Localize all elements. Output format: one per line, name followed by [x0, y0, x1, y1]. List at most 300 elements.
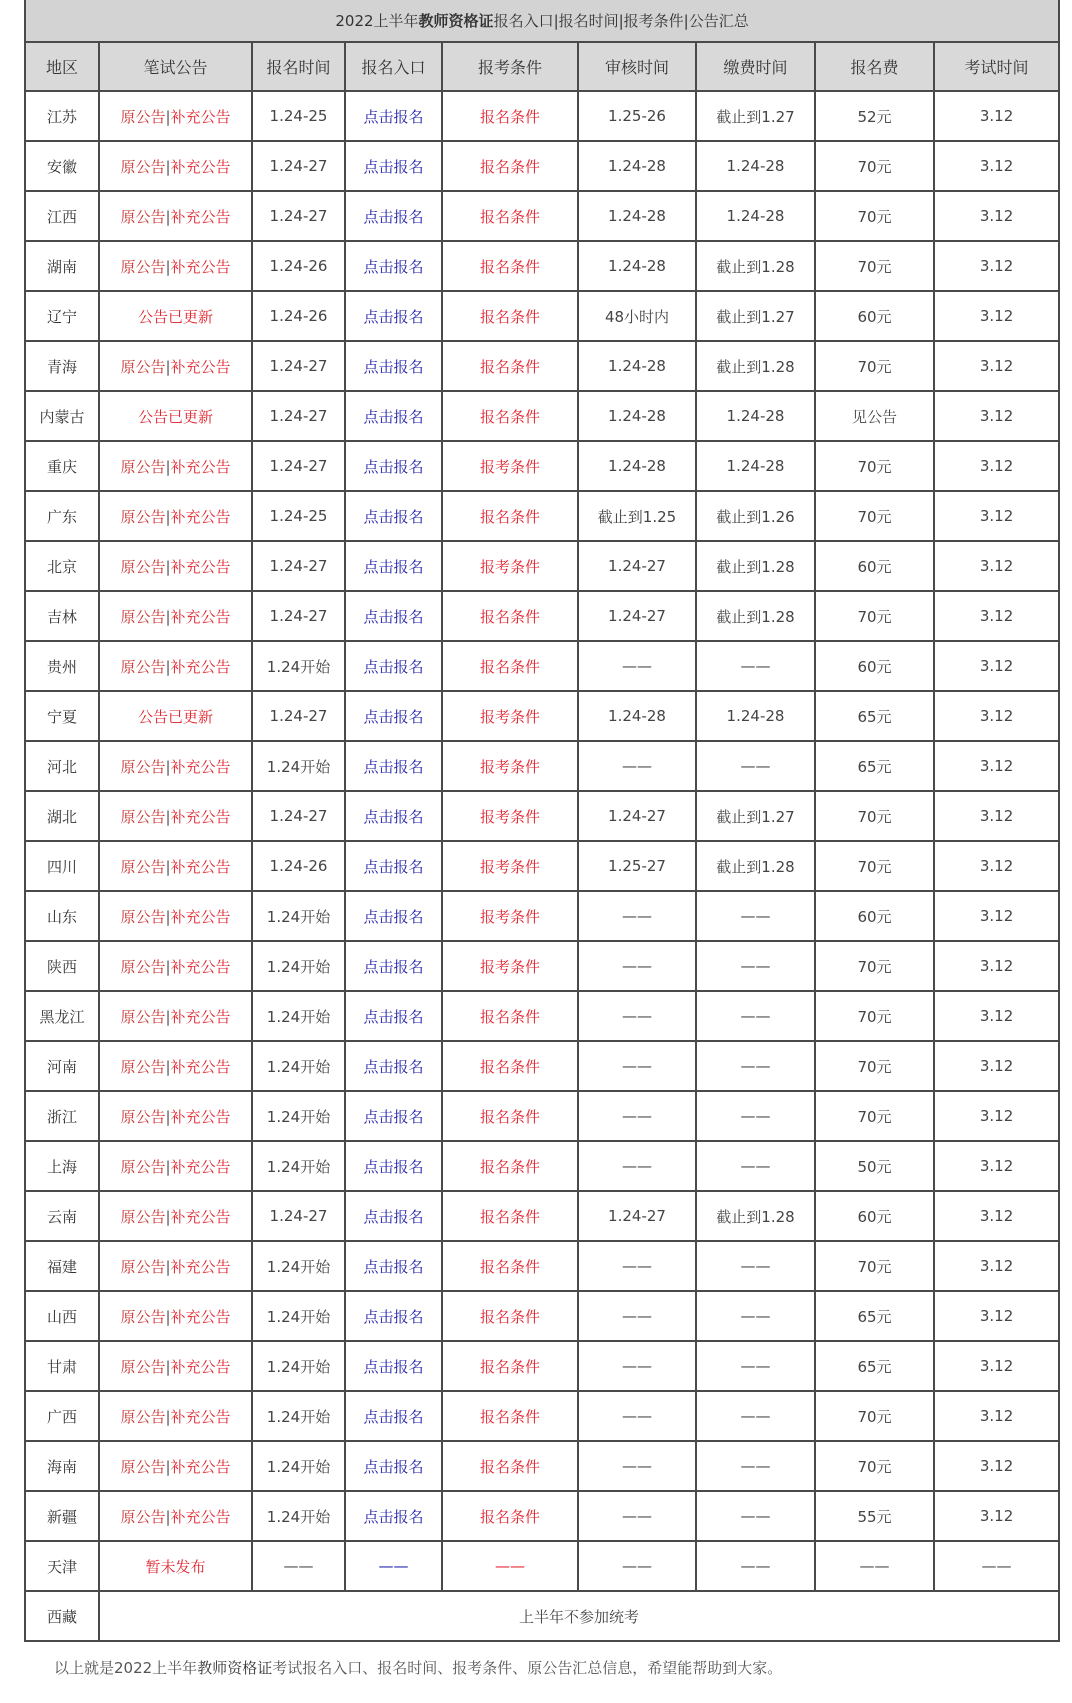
separator: | [165, 957, 171, 976]
original-notice-link[interactable]: 原公告 [120, 1257, 166, 1276]
exam-time-cell: 3.12 [934, 841, 1059, 891]
original-notice-link[interactable]: 原公告 [120, 1007, 166, 1026]
fee-cell: 55元 [815, 1491, 934, 1541]
register-link[interactable]: 点击报名 [345, 1191, 442, 1241]
payment-time-cell: —— [696, 941, 815, 991]
table-row [25, 841, 1059, 891]
supplementary-notice-link[interactable]: 补充公告 [170, 557, 231, 576]
register-link[interactable]: 点击报名 [345, 1291, 442, 1341]
table-row [25, 241, 1059, 291]
exam-time-cell: 3.12 [934, 941, 1059, 991]
separator: | [165, 107, 171, 126]
separator: | [165, 607, 171, 626]
condition-link[interactable]: 报考条件 [442, 791, 578, 841]
payment-time-cell: 截止到1.28 [696, 591, 815, 641]
exam-time-cell: 3.12 [934, 491, 1059, 541]
review-time-cell: —— [578, 1541, 696, 1591]
supplementary-notice-link[interactable]: 补充公告 [170, 1007, 231, 1026]
table-row [25, 291, 1059, 341]
separator: | [165, 1507, 171, 1526]
table-row [25, 1141, 1059, 1191]
register-link[interactable]: 点击报名 [345, 891, 442, 941]
condition-link[interactable]: 报名条件 [442, 191, 578, 241]
review-time-cell: —— [578, 1341, 696, 1391]
region-cell: 辽宁 [25, 291, 99, 341]
register-link[interactable]: 点击报名 [345, 1341, 442, 1391]
register-link[interactable]: 点击报名 [345, 941, 442, 991]
original-notice-link[interactable]: 原公告 [120, 107, 166, 126]
region-cell: 海南 [25, 1441, 99, 1491]
review-time-cell: 1.24-28 [578, 391, 696, 441]
region-cell: 福建 [25, 1241, 99, 1291]
original-notice-link[interactable]: 原公告 [120, 657, 166, 676]
payment-time-cell: —— [696, 1441, 815, 1491]
notice-cell [99, 1341, 252, 1391]
exam-time-cell: —— [934, 1541, 1059, 1591]
condition-link[interactable]: 报名条件 [442, 1391, 578, 1441]
supplementary-notice-link[interactable]: 补充公告 [170, 1157, 231, 1176]
register-link[interactable]: 点击报名 [345, 441, 442, 491]
register-link[interactable]: 点击报名 [345, 991, 442, 1041]
condition-link[interactable]: 报名条件 [442, 1141, 578, 1191]
register-link[interactable]: 点击报名 [345, 1091, 442, 1141]
condition-link[interactable]: 报名条件 [442, 1291, 578, 1341]
review-time-cell: 1.24-28 [578, 191, 696, 241]
region-cell: 广西 [25, 1391, 99, 1441]
payment-time-cell: 截止到1.28 [696, 341, 815, 391]
fee-cell: 70元 [815, 341, 934, 391]
fee-cell: 70元 [815, 1441, 934, 1491]
notice-cell [99, 141, 252, 191]
condition-link[interactable]: 报考条件 [442, 941, 578, 991]
footer-text: 以上就是2022上半年 [54, 1659, 198, 1677]
exam-time-cell: 3.12 [934, 191, 1059, 241]
separator: | [165, 1007, 171, 1026]
header-reg-time: 报名时间 [252, 42, 345, 91]
separator: | [165, 257, 171, 276]
table-row [25, 1391, 1059, 1441]
register-link[interactable]: 点击报名 [345, 1441, 442, 1491]
supplementary-notice-link[interactable]: 补充公告 [170, 357, 231, 376]
reg-time-cell: 1.24-27 [252, 391, 345, 441]
review-time-cell: 1.24-27 [578, 1191, 696, 1241]
condition-link[interactable]: 报名条件 [442, 1341, 578, 1391]
condition-link[interactable]: 报考条件 [442, 441, 578, 491]
region-cell: 湖北 [25, 791, 99, 841]
reg-time-cell: 1.24-27 [252, 341, 345, 391]
notice-cell [99, 541, 252, 591]
reg-time-cell: 1.24-26 [252, 241, 345, 291]
supplementary-notice-link[interactable]: 补充公告 [170, 1307, 231, 1326]
payment-time-cell: 1.24-28 [696, 191, 815, 241]
condition-link[interactable]: 报名条件 [442, 1091, 578, 1141]
register-link[interactable]: 点击报名 [345, 741, 442, 791]
review-time-cell: —— [578, 1041, 696, 1091]
separator: | [165, 657, 171, 676]
review-time-cell: —— [578, 741, 696, 791]
register-link[interactable]: 点击报名 [345, 1491, 442, 1541]
exam-time-cell: 3.12 [934, 1041, 1059, 1091]
payment-time-cell: —— [696, 1241, 815, 1291]
table-row [25, 1191, 1059, 1241]
original-notice-link[interactable]: 原公告 [120, 1357, 166, 1376]
original-notice-link[interactable]: 原公告 [120, 907, 166, 926]
exam-time-cell: 3.12 [934, 1491, 1059, 1541]
separator: | [165, 1357, 171, 1376]
review-time-cell: 1.24-28 [578, 441, 696, 491]
exam-time-cell: 3.12 [934, 1291, 1059, 1341]
reg-time-cell: 1.24-27 [252, 191, 345, 241]
reg-time-cell: 1.24开始 [252, 1391, 345, 1441]
region-cell: 内蒙古 [25, 391, 99, 441]
separator: | [165, 507, 171, 526]
supplementary-notice-link[interactable]: 补充公告 [170, 657, 231, 676]
condition-link[interactable]: 报名条件 [442, 91, 578, 141]
supplementary-notice-link[interactable]: 补充公告 [170, 907, 231, 926]
review-time-cell: —— [578, 641, 696, 691]
fee-cell: 50元 [815, 1141, 934, 1191]
review-time-cell: 1.25-27 [578, 841, 696, 891]
original-notice-link[interactable]: 原公告 [120, 1207, 166, 1226]
fee-cell: 65元 [815, 691, 934, 741]
fee-cell: 见公告 [815, 391, 934, 441]
supplementary-notice-link[interactable]: 补充公告 [170, 857, 231, 876]
notice-link[interactable]: 公告已更新 [99, 391, 252, 441]
supplementary-notice-link[interactable]: 补充公告 [170, 1457, 231, 1476]
region-cell: 江西 [25, 191, 99, 241]
reg-time-cell: 1.24开始 [252, 991, 345, 1041]
exam-time-cell: 3.12 [934, 1241, 1059, 1291]
review-time-cell: 1.24-27 [578, 791, 696, 841]
region-cell: 四川 [25, 841, 99, 891]
condition-link[interactable]: 报考条件 [442, 691, 578, 741]
register-link[interactable]: 点击报名 [345, 691, 442, 741]
table-row [25, 541, 1059, 591]
region-cell: 西藏 [25, 1591, 99, 1641]
reg-time-cell: 1.24-25 [252, 491, 345, 541]
region-cell: 湖南 [25, 241, 99, 291]
region-cell: 上海 [25, 1141, 99, 1191]
header-row [25, 42, 1059, 91]
fee-cell: 70元 [815, 141, 934, 191]
notice-cell [99, 591, 252, 641]
supplementary-notice-link[interactable]: 补充公告 [170, 207, 231, 226]
register-link[interactable]: —— [345, 1541, 442, 1591]
supplementary-notice-link[interactable]: 补充公告 [170, 1057, 231, 1076]
reg-time-cell: 1.24-27 [252, 441, 345, 491]
reg-time-cell: 1.24开始 [252, 941, 345, 991]
condition-link[interactable]: 报考条件 [442, 891, 578, 941]
notice-link[interactable]: 公告已更新 [99, 691, 252, 741]
register-link[interactable]: 点击报名 [345, 491, 442, 541]
fee-cell: 60元 [815, 641, 934, 691]
separator: | [165, 907, 171, 926]
supplementary-notice-link[interactable]: 补充公告 [170, 757, 231, 776]
register-link[interactable]: 点击报名 [345, 841, 442, 891]
notice-cell [99, 241, 252, 291]
original-notice-link[interactable]: 原公告 [120, 757, 166, 776]
note-cell: 上半年不参加统考 [99, 1591, 1059, 1641]
payment-time-cell: 截止到1.28 [696, 241, 815, 291]
payment-time-cell: 1.24-28 [696, 141, 815, 191]
register-link[interactable]: 点击报名 [345, 341, 442, 391]
table-row [25, 191, 1059, 241]
payment-time-cell: 1.24-28 [696, 691, 815, 741]
reg-time-cell: 1.24开始 [252, 891, 345, 941]
supplementary-notice-link[interactable]: 补充公告 [170, 1107, 231, 1126]
region-cell: 重庆 [25, 441, 99, 491]
register-link[interactable]: 点击报名 [345, 1141, 442, 1191]
fee-cell: 70元 [815, 1391, 934, 1441]
original-notice-link[interactable]: 原公告 [120, 557, 166, 576]
register-link[interactable]: 点击报名 [345, 1241, 442, 1291]
region-cell: 山东 [25, 891, 99, 941]
separator: | [165, 1157, 171, 1176]
supplementary-notice-link[interactable]: 补充公告 [170, 457, 231, 476]
separator: | [165, 1457, 171, 1476]
header-notice: 笔试公告 [99, 42, 252, 91]
reg-time-cell: 1.24开始 [252, 1041, 345, 1091]
table-row [25, 1291, 1059, 1341]
original-notice-link[interactable]: 原公告 [120, 607, 166, 626]
condition-link[interactable]: 报名条件 [442, 1441, 578, 1491]
original-notice-link[interactable]: 原公告 [120, 457, 166, 476]
condition-link[interactable]: 报名条件 [442, 141, 578, 191]
table-row [25, 1541, 1059, 1591]
exam-time-cell: 3.12 [934, 1341, 1059, 1391]
notice-link[interactable]: 暂未发布 [99, 1541, 252, 1591]
supplementary-notice-link[interactable]: 补充公告 [170, 107, 231, 126]
condition-link[interactable]: 报名条件 [442, 1491, 578, 1541]
original-notice-link[interactable]: 原公告 [120, 357, 166, 376]
review-time-cell: —— [578, 1091, 696, 1141]
exam-time-cell: 3.12 [934, 341, 1059, 391]
table-row [25, 991, 1059, 1041]
supplementary-notice-link[interactable]: 补充公告 [170, 807, 231, 826]
payment-time-cell: 截止到1.27 [696, 791, 815, 841]
register-link[interactable]: 点击报名 [345, 641, 442, 691]
condition-link[interactable]: 报考条件 [442, 841, 578, 891]
header-fee: 报名费 [815, 42, 934, 91]
register-link[interactable]: 点击报名 [345, 91, 442, 141]
separator: | [165, 1307, 171, 1326]
table-row [25, 641, 1059, 691]
exam-time-cell: 3.12 [934, 991, 1059, 1041]
original-notice-link[interactable]: 原公告 [120, 807, 166, 826]
register-link[interactable]: 点击报名 [345, 391, 442, 441]
table-row [25, 141, 1059, 191]
original-notice-link[interactable]: 原公告 [120, 1457, 166, 1476]
original-notice-link[interactable]: 原公告 [120, 1307, 166, 1326]
fee-cell: 70元 [815, 191, 934, 241]
table-row [25, 91, 1059, 141]
reg-time-cell: 1.24开始 [252, 1291, 345, 1341]
condition-link[interactable]: 报名条件 [442, 641, 578, 691]
payment-time-cell: —— [696, 1341, 815, 1391]
original-notice-link[interactable]: 原公告 [120, 857, 166, 876]
payment-time-cell: —— [696, 1041, 815, 1091]
original-notice-link[interactable]: 原公告 [120, 957, 166, 976]
original-notice-link[interactable]: 原公告 [120, 507, 166, 526]
fee-cell: 70元 [815, 241, 934, 291]
condition-link[interactable]: 报名条件 [442, 241, 578, 291]
reg-time-cell: 1.24开始 [252, 1091, 345, 1141]
supplementary-notice-link[interactable]: 补充公告 [170, 957, 231, 976]
fee-cell: 65元 [815, 741, 934, 791]
reg-time-cell: 1.24-27 [252, 141, 345, 191]
review-time-cell: 1.24-28 [578, 141, 696, 191]
register-link[interactable]: 点击报名 [345, 591, 442, 641]
review-time-cell: 1.24-27 [578, 541, 696, 591]
original-notice-link[interactable]: 原公告 [120, 157, 166, 176]
title-bold-text: 教师资格证 [418, 12, 494, 30]
notice-cell [99, 1191, 252, 1241]
review-time-cell: —— [578, 1441, 696, 1491]
condition-link[interactable]: 报考条件 [442, 541, 578, 591]
header-review-time: 审核时间 [578, 42, 696, 91]
notice-cell [99, 1441, 252, 1491]
register-link[interactable]: 点击报名 [345, 541, 442, 591]
payment-time-cell: —— [696, 891, 815, 941]
original-notice-link[interactable]: 原公告 [120, 257, 166, 276]
separator: | [165, 157, 171, 176]
region-cell: 宁夏 [25, 691, 99, 741]
region-cell: 贵州 [25, 641, 99, 691]
table-row [25, 691, 1059, 741]
supplementary-notice-link[interactable]: 补充公告 [170, 1357, 231, 1376]
header-condition: 报考条件 [442, 42, 578, 91]
register-link[interactable]: 点击报名 [345, 1041, 442, 1091]
exam-time-cell: 3.12 [934, 891, 1059, 941]
condition-link[interactable]: 报名条件 [442, 391, 578, 441]
separator: | [165, 1107, 171, 1126]
fee-cell: 65元 [815, 1341, 934, 1391]
fee-cell: 70元 [815, 791, 934, 841]
supplementary-notice-link[interactable]: 补充公告 [170, 1207, 231, 1226]
notice-cell [99, 941, 252, 991]
condition-link[interactable]: 报名条件 [442, 491, 578, 541]
notice-cell [99, 491, 252, 541]
condition-link[interactable]: 报考条件 [442, 741, 578, 791]
reg-time-cell: 1.24-27 [252, 691, 345, 741]
condition-link[interactable]: —— [442, 1541, 578, 1591]
reg-time-cell: 1.24开始 [252, 641, 345, 691]
separator: | [165, 557, 171, 576]
original-notice-link[interactable]: 原公告 [120, 1107, 166, 1126]
review-time-cell: —— [578, 1141, 696, 1191]
payment-time-cell: 截止到1.27 [696, 291, 815, 341]
supplementary-notice-link[interactable]: 补充公告 [170, 1507, 231, 1526]
fee-cell: 60元 [815, 1191, 934, 1241]
payment-time-cell: —— [696, 741, 815, 791]
supplementary-notice-link[interactable]: 补充公告 [170, 507, 231, 526]
exam-time-cell: 3.12 [934, 641, 1059, 691]
table-row [25, 1491, 1059, 1541]
review-time-cell: 1.25-26 [578, 91, 696, 141]
original-notice-link[interactable]: 原公告 [120, 1507, 166, 1526]
condition-link[interactable]: 报名条件 [442, 341, 578, 391]
exam-time-cell: 3.12 [934, 241, 1059, 291]
notice-cell [99, 991, 252, 1041]
region-cell: 云南 [25, 1191, 99, 1241]
header-region: 地区 [25, 42, 99, 91]
region-cell: 河北 [25, 741, 99, 791]
register-link[interactable]: 点击报名 [345, 241, 442, 291]
fee-cell: 52元 [815, 91, 934, 141]
notice-cell [99, 91, 252, 141]
supplementary-notice-link[interactable]: 补充公告 [170, 1257, 231, 1276]
fee-cell: 65元 [815, 1291, 934, 1341]
payment-time-cell: 截止到1.28 [696, 1191, 815, 1241]
register-link[interactable]: 点击报名 [345, 141, 442, 191]
supplementary-notice-link[interactable]: 补充公告 [170, 257, 231, 276]
exam-registration-table [24, 0, 1060, 1642]
region-cell: 陕西 [25, 941, 99, 991]
exam-time-cell: 3.12 [934, 791, 1059, 841]
notice-cell [99, 791, 252, 841]
notice-link[interactable]: 公告已更新 [99, 291, 252, 341]
region-cell: 新疆 [25, 1491, 99, 1541]
separator: | [165, 207, 171, 226]
notice-cell [99, 1491, 252, 1541]
condition-link[interactable]: 报名条件 [442, 591, 578, 641]
notice-cell [99, 1041, 252, 1091]
payment-time-cell: —— [696, 1391, 815, 1441]
review-time-cell: 1.24-28 [578, 691, 696, 741]
header-exam-time: 考试时间 [934, 42, 1059, 91]
region-cell: 甘肃 [25, 1341, 99, 1391]
separator: | [165, 457, 171, 476]
notice-cell [99, 191, 252, 241]
register-link[interactable]: 点击报名 [345, 291, 442, 341]
region-cell: 北京 [25, 541, 99, 591]
condition-link[interactable]: 报名条件 [442, 1191, 578, 1241]
reg-time-cell: 1.24开始 [252, 1441, 345, 1491]
region-cell: 河南 [25, 1041, 99, 1091]
fee-cell: 70元 [815, 441, 934, 491]
register-link[interactable]: 点击报名 [345, 1391, 442, 1441]
condition-link[interactable]: 报名条件 [442, 991, 578, 1041]
title-text: 2022上半年 [335, 12, 419, 30]
condition-link[interactable]: 报名条件 [442, 291, 578, 341]
original-notice-link[interactable]: 原公告 [120, 1157, 166, 1176]
notice-cell [99, 1141, 252, 1191]
separator: | [165, 857, 171, 876]
supplementary-notice-link[interactable]: 补充公告 [170, 157, 231, 176]
condition-link[interactable]: 报名条件 [442, 1041, 578, 1091]
original-notice-link[interactable]: 原公告 [120, 1057, 166, 1076]
original-notice-link[interactable]: 原公告 [120, 1407, 166, 1426]
exam-time-cell: 3.12 [934, 91, 1059, 141]
original-notice-link[interactable]: 原公告 [120, 207, 166, 226]
register-link[interactable]: 点击报名 [345, 791, 442, 841]
payment-time-cell: —— [696, 1291, 815, 1341]
payment-time-cell: —— [696, 1491, 815, 1541]
supplementary-notice-link[interactable]: 补充公告 [170, 607, 231, 626]
region-cell: 山西 [25, 1291, 99, 1341]
reg-time-cell: 1.24-27 [252, 791, 345, 841]
condition-link[interactable]: 报名条件 [442, 1241, 578, 1291]
notice-cell [99, 1091, 252, 1141]
supplementary-notice-link[interactable]: 补充公告 [170, 1407, 231, 1426]
fee-cell: —— [815, 1541, 934, 1591]
register-link[interactable]: 点击报名 [345, 191, 442, 241]
header-entry: 报名入口 [345, 42, 442, 91]
notice-cell [99, 341, 252, 391]
review-time-cell: —— [578, 1391, 696, 1441]
table-row [25, 1091, 1059, 1141]
region-cell: 黑龙江 [25, 991, 99, 1041]
